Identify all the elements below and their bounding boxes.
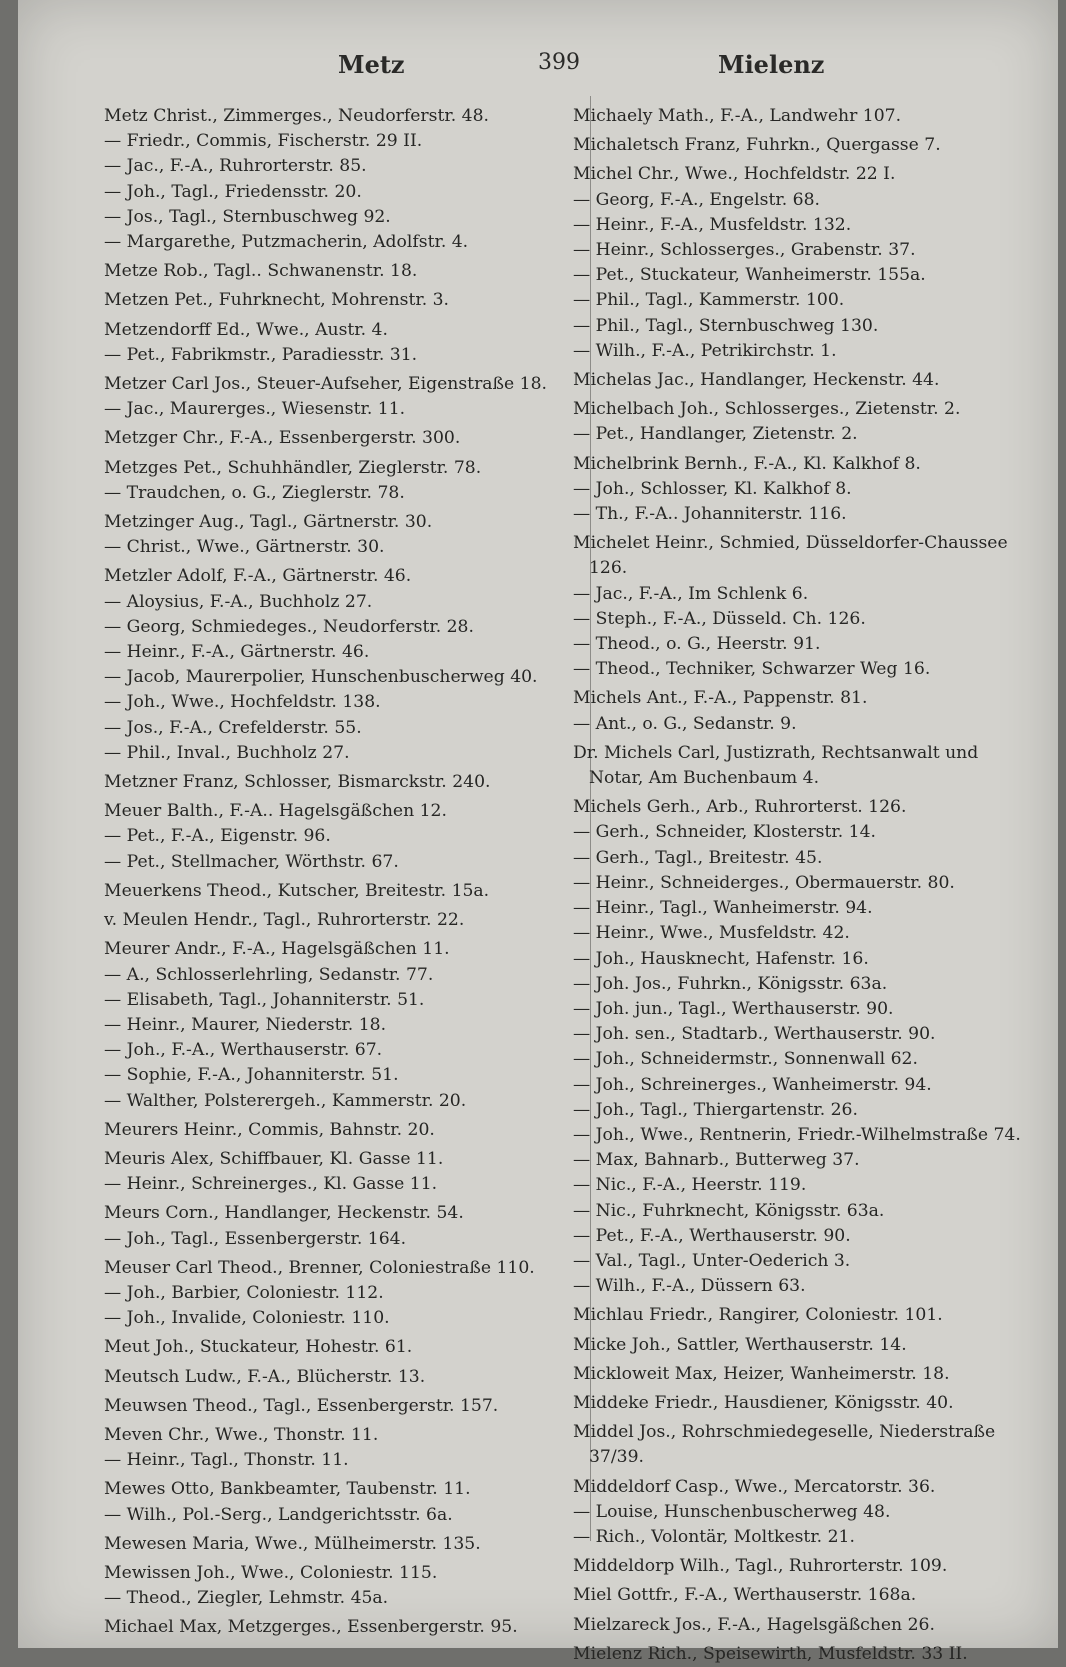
- directory-entry: — Georg, F.-A., Engelstr. 68.: [573, 189, 820, 210]
- directory-entry: — Joh. Jos., Fuhrkn., Königsstr. 63a.: [573, 973, 888, 994]
- directory-entry: — Joh., Tagl., Friedensstr. 20.: [104, 181, 362, 202]
- directory-entry: — Aloysius, F.-A., Buchholz 27.: [104, 591, 373, 612]
- directory-entry: — Pet., F.-A., Eigenstr. 96.: [104, 826, 331, 847]
- directory-entry: — Max, Bahnarb., Butterweg 37.: [573, 1150, 860, 1171]
- directory-entry: Micke Joh., Sattler, Werthauserstr. 14.: [573, 1334, 907, 1355]
- directory-entry: — Wilh., Pol.-Serg., Landgerichtsstr. 6a.: [104, 1504, 453, 1525]
- directory-entry: Meuerkens Theod., Kutscher, Breitestr. 15a.: [104, 880, 490, 901]
- directory-entry: — Joh., Wwe., Hochfeldstr. 138.: [104, 692, 381, 713]
- directory-entry: — Heinr., Tagl., Wanheimerstr. 94.: [573, 898, 873, 919]
- directory-entry: — Pet., Fabrikmstr., Paradiesstr. 31.: [104, 344, 418, 365]
- directory-entry: — Jac., F.-A., Ruhrorterstr. 85.: [104, 156, 367, 177]
- directory-entry: — Heinr., Schreinerges., Kl. Gasse 11.: [104, 1174, 438, 1195]
- directory-entry: — Joh., Tagl., Essenbergerstr. 164.: [104, 1228, 407, 1249]
- directory-entry: Michels Gerh., Arb., Ruhrorterst. 126.: [573, 797, 907, 818]
- directory-entry: — Steph., F.-A., Düsseld. Ch. 126.: [573, 608, 866, 629]
- directory-entry: Middel Jos., Rohrschmiedegeselle, Niederstraße 37/39.: [573, 1422, 996, 1468]
- directory-entry: — Joh., Wwe., Rentnerin, Friedr.-Wilhelmstraße 74.: [573, 1124, 1021, 1145]
- directory-entry: Michel Chr., Wwe., Hochfeldstr. 22 I.: [573, 164, 896, 185]
- directory-entry: — Joh., Schlosser, Kl. Kalkhof 8.: [573, 478, 852, 499]
- directory-entry: — Pet., Stuckateur, Wanheimerstr. 155a.: [573, 265, 926, 286]
- directory-entry: Michaely Math., F.-A., Landwehr 107.: [573, 106, 902, 126]
- directory-entry: — Traudchen, o. G., Zieglerstr. 78.: [104, 482, 405, 503]
- directory-entry: — Theod., Techniker, Schwarzer Weg 16.: [573, 659, 931, 680]
- directory-entry: Dr. Michels Carl, Justizrath, Rechtsanwalt und Notar, Am Buchenbaum 4.: [573, 742, 979, 789]
- directory-entry: v. Meulen Hendr., Tagl., Ruhrorterstr. 22.: [104, 910, 465, 931]
- page-header: [18, 50, 1058, 84]
- directory-entry: Metzner Franz, Schlosser, Bismarckstr. 240.: [104, 772, 491, 793]
- right-column: [573, 100, 1033, 1667]
- directory-entry: — Rich., Volontär, Moltkestr. 21.: [573, 1526, 855, 1547]
- directory-entry: — Pet., F.-A., Werthauserstr. 90.: [573, 1225, 851, 1246]
- directory-entry: — Gerh., Schneider, Klosterstr. 14.: [573, 822, 876, 843]
- directory-entry: — Margarethe, Putzmacherin, Adolfstr. 4.: [104, 232, 469, 253]
- directory-entry: — Pet., Stellmacher, Wörthstr. 67.: [104, 851, 399, 872]
- directory-entry: Michelbrink Bernh., F.-A., Kl. Kalkhof 8.: [573, 453, 921, 474]
- directory-entry: — Phil., Inval., Buchholz 27.: [104, 742, 350, 763]
- directory-entry: — Wilh., F.-A., Düssern 63.: [573, 1276, 806, 1297]
- directory-entry: Mewissen Joh., Wwe., Coloniestr. 115.: [104, 1562, 438, 1583]
- directory-entry: Miel Gottfr., F.-A., Werthauserstr. 168a.: [573, 1585, 917, 1606]
- directory-entry: Michaletsch Franz, Fuhrkn., Quergasse 7.: [573, 135, 941, 156]
- directory-entry: — Jos., F.-A., Crefelderstr. 55.: [104, 717, 362, 738]
- directory-entry: — Joh. jun., Tagl., Werthauserstr. 90.: [573, 998, 894, 1019]
- directory-entry: Meutsch Ludw., F.-A., Blücherstr. 13.: [104, 1366, 426, 1387]
- directory-entry: — Joh., Invalide, Coloniestr. 110.: [104, 1308, 390, 1329]
- directory-entry: Meuser Carl Theod., Brenner, Coloniestraße 110.: [104, 1257, 535, 1278]
- directory-entry: — Heinr., F.-A., Gärtnerstr. 46.: [104, 642, 370, 663]
- directory-entry: — Jac., F.-A., Im Schlenk 6.: [573, 583, 809, 604]
- directory-entry: Metze Rob., Tagl.. Schwanenstr. 18.: [104, 261, 418, 282]
- directory-entry: Meurers Heinr., Commis, Bahnstr. 20.: [104, 1119, 435, 1140]
- directory-entry: — Joh., Hausknecht, Hafenstr. 16.: [573, 948, 869, 969]
- directory-entry: Middeldorf Casp., Wwe., Mercatorstr. 36.: [573, 1476, 936, 1497]
- directory-entry: Mewes Otto, Bankbeamter, Taubenstr. 11.: [104, 1479, 471, 1500]
- directory-entry: — Theod., o. G., Heerstr. 91.: [573, 634, 821, 655]
- directory-entry: — Wilh., F.-A., Petrikirchstr. 1.: [573, 340, 837, 361]
- directory-entry: — Jos., Tagl., Sternbuschweg 92.: [104, 206, 391, 227]
- directory-entry: Michael Max, Metzgerges., Essenbergerstr. 95.: [104, 1617, 518, 1638]
- directory-entry: — Heinr., Tagl., Thonstr. 11.: [104, 1450, 349, 1471]
- directory-entry: Metzen Pet., Fuhrknecht, Mohrenstr. 3.: [104, 290, 450, 311]
- directory-entry: — Friedr., Commis, Fischerstr. 29 II.: [104, 131, 423, 152]
- directory-entry: — Phil., Tagl., Sternbuschweg 130.: [573, 315, 879, 336]
- directory-entry: — Joh., Barbier, Coloniestr. 112.: [104, 1282, 384, 1303]
- directory-entry: Metzges Pet., Schuhhändler, Zieglerstr. 78.: [104, 457, 482, 478]
- directory-entry: Meven Chr., Wwe., Thonstr. 11.: [104, 1424, 379, 1445]
- directory-entry: Meurer Andr., F.-A., Hagelsgäßchen 11.: [104, 939, 450, 960]
- directory-entry: — Heinr., Schlosserges., Grabenstr. 37.: [573, 240, 916, 261]
- directory-entry: — Joh. sen., Stadtarb., Werthauserstr. 90.: [573, 1024, 936, 1045]
- directory-entry: Mielzareck Jos., F.-A., Hagelsgäßchen 26.: [573, 1614, 935, 1635]
- page-number: 399: [538, 50, 580, 75]
- directory-entry: — Nic., F.-A., Heerstr. 119.: [573, 1175, 807, 1196]
- header-right-keyword: Mielenz: [718, 50, 825, 79]
- directory-entry: — Ant., o. G., Sedanstr. 9.: [573, 713, 797, 734]
- directory-entry: — Phil., Tagl., Kammerstr. 100.: [573, 290, 845, 311]
- directory-entry: Mielenz Rich., Speisewirth, Musfeldstr. 33 II.: [573, 1643, 968, 1664]
- directory-entry: Meurs Corn., Handlanger, Heckenstr. 54.: [104, 1203, 464, 1224]
- directory-entry: Metzler Adolf, F.-A., Gärtnerstr. 46.: [104, 566, 412, 587]
- directory-entry: — Joh., Schreinerges., Wanheimerstr. 94.: [573, 1074, 932, 1095]
- header-left-keyword: Metz: [338, 50, 405, 79]
- directory-entry: Middeldorp Wilh., Tagl., Ruhrorterstr. 109.: [573, 1556, 948, 1577]
- directory-entry: — Walther, Polsterergeh., Kammerstr. 20.: [104, 1090, 467, 1111]
- directory-entry: — Joh., F.-A., Werthauserstr. 67.: [104, 1040, 383, 1061]
- directory-entry: Michelet Heinr., Schmied, Düsseldorfer-Chaussee 126.: [573, 533, 1008, 579]
- directory-entry: — Joh., Tagl., Thiergartenstr. 26.: [573, 1099, 858, 1120]
- directory-entry: Michels Ant., F.-A., Pappenstr. 81.: [573, 688, 868, 709]
- directory-entry: Mewesen Maria, Wwe., Mülheimerstr. 135.: [104, 1533, 481, 1554]
- directory-entry: — Nic., Fuhrknecht, Königsstr. 63a.: [573, 1200, 885, 1221]
- directory-entry: — Pet., Handlanger, Zietenstr. 2.: [573, 424, 858, 445]
- directory-page: [18, 0, 1058, 1664]
- directory-entry: Metzer Carl Jos., Steuer-Aufseher, Eigenstraße 18.: [104, 374, 547, 395]
- directory-entry: — Gerh., Tagl., Breitestr. 45.: [573, 847, 823, 868]
- directory-entry: — Heinr., Schneiderges., Obermauerstr. 80.: [573, 872, 955, 893]
- directory-entry: Metz Christ., Zimmerges., Neudorferstr. 48.: [104, 106, 489, 126]
- directory-entry: Middeke Friedr., Hausdiener, Königsstr. 40.: [573, 1392, 954, 1413]
- directory-entry: — Jac., Maurerges., Wiesenstr. 11.: [104, 399, 406, 420]
- directory-entry: Meuwsen Theod., Tagl., Essenbergerstr. 157.: [104, 1395, 499, 1416]
- directory-entry: — Th., F.-A.. Johanniterstr. 116.: [573, 504, 847, 525]
- directory-entry: — Jacob, Maurerpolier, Hunschenbuscherweg 40.: [104, 667, 538, 688]
- directory-entry: — Theod., Ziegler, Lehmstr. 45a.: [104, 1588, 389, 1609]
- directory-entry: Michelbach Joh., Schlosserges., Zietenstr. 2.: [573, 399, 961, 420]
- directory-entry: — Joh., Schneidermstr., Sonnenwall 62.: [573, 1049, 918, 1070]
- directory-entry: — Val., Tagl., Unter-Oederich 3.: [573, 1250, 851, 1271]
- directory-entry: — Sophie, F.-A., Johanniterstr. 51.: [104, 1065, 399, 1086]
- directory-entry: — Elisabeth, Tagl., Johanniterstr. 51.: [104, 989, 425, 1010]
- directory-entry: Michlau Friedr., Rangirer, Coloniestr. 101.: [573, 1305, 943, 1326]
- directory-entry: — A., Schlosserlehrling, Sedanstr. 77.: [104, 964, 434, 985]
- directory-entry: Meuris Alex, Schiffbauer, Kl. Gasse 11.: [104, 1148, 444, 1169]
- directory-entry: — Heinr., Maurer, Niederstr. 18.: [104, 1014, 387, 1035]
- directory-entry: Meut Joh., Stuckateur, Hohestr. 61.: [104, 1337, 413, 1358]
- left-column: [104, 100, 550, 1641]
- directory-entry: — Louise, Hunschenbuscherweg 48.: [573, 1501, 891, 1522]
- directory-entry: Meuer Balth., F.-A.. Hagelsgäßchen 12.: [104, 801, 447, 822]
- directory-entry: Metzger Chr., F.-A., Essenbergerstr. 300.: [104, 428, 461, 449]
- directory-entry: Metzinger Aug., Tagl., Gärtnerstr. 30.: [104, 512, 433, 533]
- directory-entry: — Georg, Schmiedeges., Neudorferstr. 28.: [104, 616, 474, 637]
- directory-entry: — Heinr., F.-A., Musfeldstr. 132.: [573, 214, 852, 235]
- directory-entry: Mickloweit Max, Heizer, Wanheimerstr. 18.: [573, 1363, 950, 1384]
- directory-entry: — Heinr., Wwe., Musfeldstr. 42.: [573, 923, 850, 944]
- directory-entry: — Christ., Wwe., Gärtnerstr. 30.: [104, 537, 385, 558]
- directory-entry: Metzendorff Ed., Wwe., Austr. 4.: [104, 319, 388, 340]
- directory-entry: Michelas Jac., Handlanger, Heckenstr. 44.: [573, 370, 940, 391]
